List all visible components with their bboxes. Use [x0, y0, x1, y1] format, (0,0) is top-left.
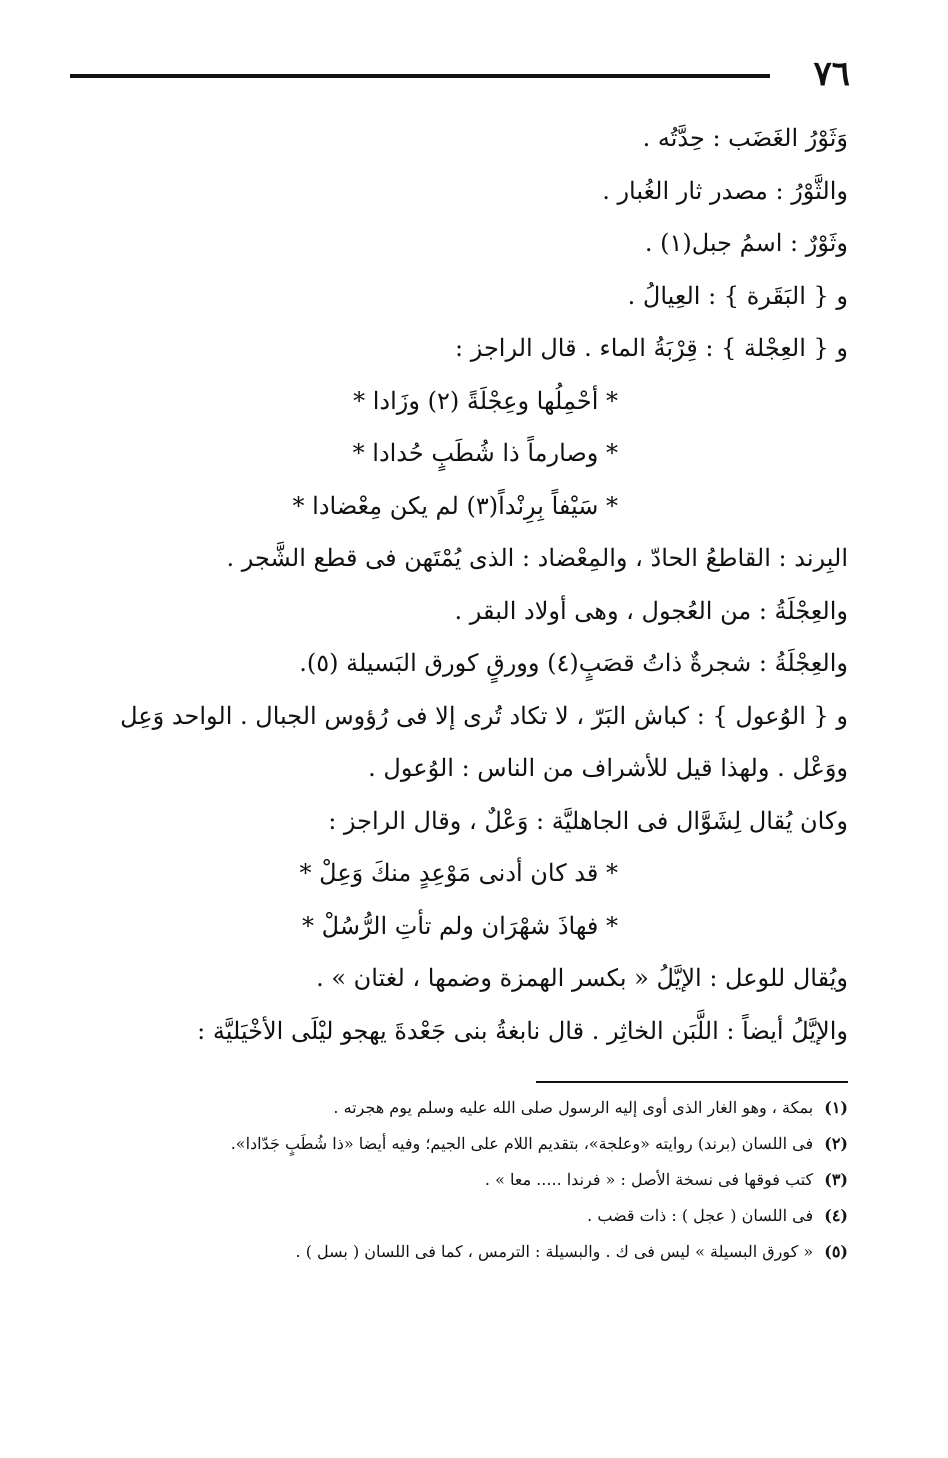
- text-line: و { العِجْلة } : قِرْبَةُ الماء . قال الراجز :: [455, 334, 848, 362]
- footnote-number: (١): [824, 1098, 848, 1117]
- footnote-text: فى اللسان (برند) روايته «وعلجة»، بتقديم اللام على الجيم؛ وفيه أيضا «ذا شُطَبٍ جَدّادا».: [230, 1134, 814, 1153]
- verse-line: * فهاذَ شهْرَان ولم تأتِ الرُّسُلْ *: [302, 911, 618, 940]
- text-line: و { الوُعول } : كباش البَرّ ، لا تكاد تُرى إلا فى رُؤوس الجبال . الواحد وَعِل: [120, 701, 848, 730]
- text-line: والثَّوْرُ : مصدر ثار الغُبار .: [602, 176, 848, 205]
- footnote: [80, 1204, 848, 1228]
- footnote-number: (٢): [824, 1134, 848, 1153]
- footnote: [80, 1240, 848, 1264]
- text-line: والعِجْلَةُ : من العُجول ، وهى أولاد البقر .: [454, 596, 848, 625]
- header-rule: [70, 74, 770, 78]
- page-header: [70, 52, 850, 96]
- text-line: ووَعْل . ولهذا قيل للأشراف من الناس : الوُعول .: [368, 754, 848, 782]
- verse-line: * سَيْفاً بِرِنْداً(٣) لم يكن مِعْضادا *: [292, 491, 618, 520]
- text-line: و { البَقَرة } : العِيالُ .: [627, 281, 848, 310]
- page-number: ٧٦: [813, 54, 850, 94]
- text-line: البِرند : القاطعُ الحادّ ، والمِعْضاد : الذى يُمْتَهن فى قطع الشَّجر .: [226, 544, 848, 572]
- verse-line: * وصارماً ذا شُطَبٍ حُدادا *: [352, 439, 618, 467]
- footnote-text: فى اللسان ( عجل ) : ذات قضب .: [587, 1206, 814, 1225]
- main-text: [80, 122, 848, 1067]
- text-line: وكان يُقال لِشَوَّال فى الجاهليَّة : وَعْلٌ ، وقال الراجز :: [328, 806, 848, 835]
- verse-line: * قد كان أدنى مَوْعِدٍ منكَ وَعِلْ *: [299, 859, 618, 887]
- footnote: [80, 1132, 848, 1156]
- footnote: [80, 1168, 848, 1192]
- footnote-number: (٣): [824, 1170, 848, 1189]
- footnote: [80, 1096, 848, 1120]
- footnote-text: « كورق البسيلة » ليس فى ك . والبسيلة : الترمس ، كما فى اللسان ( بسل ) .: [295, 1242, 814, 1261]
- text-line: والإيَّلُ أيضاً : اللَّبَن الخاثِر . قال نابغةُ بنى جَعْدةَ يهجو ليْلَى الأخْيَليَّة :: [197, 1016, 848, 1045]
- footnote-number: (٥): [824, 1242, 848, 1261]
- text-line: وَثَوْرُ الغَضَب : حِدَّتُه .: [642, 124, 848, 152]
- text-line: وثَوْرٌ : اسمُ جبل(١) .: [644, 229, 848, 257]
- text-line: والعِجْلَةُ : شجرةٌ ذاتُ قصَبٍ(٤) وورقٍ كورق البَسيلة (٥).: [299, 649, 848, 677]
- footnote-number: (٤): [824, 1206, 848, 1225]
- footnote-divider: [536, 1081, 848, 1083]
- footnote-text: بمكة ، وهو الغار الذى أوى إليه الرسول صلى الله عليه وسلم يوم هجرته .: [333, 1098, 814, 1117]
- verse-line: * أحْمِلُها وعِجْلَةً (٢) وزَادا *: [353, 386, 618, 415]
- footnotes: [80, 1096, 848, 1276]
- text-line: ويُقال للوعل : الإيَّلُ « بكسر الهمزة وضمها ، لغتان » .: [316, 964, 848, 992]
- footnote-text: كتب فوقها فى نسخة الأصل : « فرندا ..... معا » .: [484, 1170, 814, 1189]
